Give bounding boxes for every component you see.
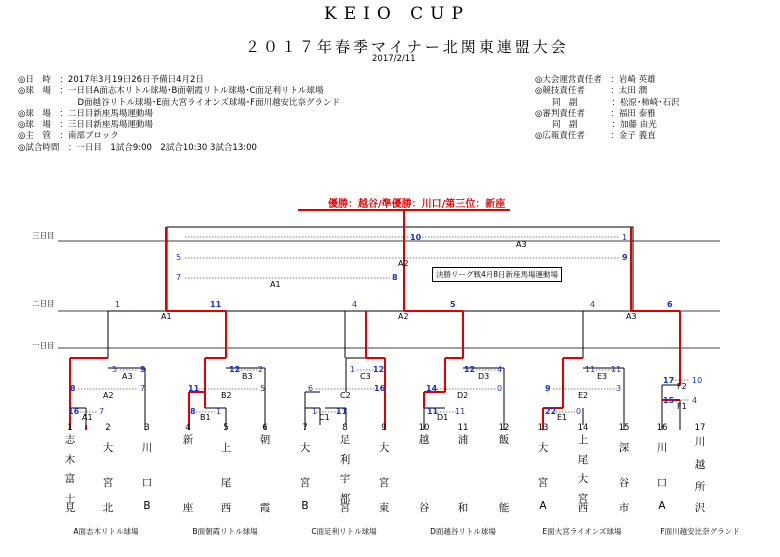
- team-name: 志木富士: [64, 434, 76, 505]
- score-a2-right: 7: [140, 384, 146, 393]
- score-b3-left: 12: [229, 365, 241, 374]
- match-b1: B1: [200, 413, 211, 422]
- score-e1-left: 22: [545, 407, 557, 416]
- team-name: 朝: [259, 434, 271, 446]
- score-e3-right: 11: [611, 365, 622, 374]
- team-number: 9: [381, 423, 387, 433]
- score-f2-right: 10: [692, 376, 703, 385]
- page-title: KEIO CUP: [324, 4, 470, 24]
- round2-match-a1: A1: [161, 312, 172, 321]
- match-d1: D1: [437, 413, 449, 422]
- match-a3: A3: [122, 372, 133, 381]
- score-r2a2-left: 4: [352, 300, 358, 309]
- match-f2: F2: [677, 382, 687, 391]
- match-b2: B2: [221, 391, 232, 400]
- team-name-last: B: [301, 500, 309, 512]
- team-number: 5: [223, 423, 229, 433]
- team-name-last: 市: [618, 502, 630, 514]
- score-fa1-right: 8: [392, 273, 398, 282]
- score-fa3-right: 1: [622, 233, 628, 242]
- team-name: 川口: [141, 442, 153, 489]
- score-c1-left: 1: [312, 407, 318, 416]
- team-name: 越: [418, 434, 430, 446]
- team-name: 大宮: [537, 442, 549, 489]
- info-director: ◎大会運営責任者 ：岩崎 英雄: [535, 75, 656, 85]
- info-match-time: ◎試合時間 ：一日目 1試合9:00 2試合10:30 3試合13:00: [18, 142, 257, 153]
- team-name-last: 沢: [694, 502, 706, 514]
- score-d2-left: 14: [426, 384, 438, 393]
- venue-d: D面越谷リトル球場: [430, 527, 496, 536]
- score-c3-left: 1: [350, 365, 356, 374]
- score-f1-right: 4: [692, 396, 698, 405]
- team-name-last: A: [658, 500, 666, 512]
- score-fa2-left: 5: [176, 253, 182, 262]
- team-number: 16: [656, 423, 668, 433]
- score-r2a1-right: 11: [210, 300, 222, 309]
- result-banner: 優勝：越谷/準優勝：川口/第三位：新座: [328, 199, 506, 210]
- venue-a: A面志木リトル球場: [73, 527, 139, 536]
- match-c1: C1: [319, 413, 330, 422]
- day-label-2: 二日目: [32, 299, 55, 308]
- team-name: 新: [182, 434, 194, 446]
- venue-c: C面足利リトル球場: [311, 527, 377, 536]
- team-name: 川越所: [694, 436, 706, 493]
- score-d3-left: 12: [464, 365, 476, 374]
- match-c2: C2: [340, 391, 351, 400]
- team-name-last: 谷: [418, 502, 430, 514]
- score-a3-right: 9: [140, 365, 146, 374]
- team-name: 大宮: [378, 442, 390, 489]
- team-name-last: 東: [378, 502, 390, 514]
- team-name-last: 西: [577, 502, 589, 514]
- team-name-last: 西: [220, 502, 232, 514]
- team-name: 足利宇都: [339, 434, 351, 505]
- score-e3-left: 11: [585, 365, 596, 374]
- score-fa1-left: 7: [176, 273, 182, 282]
- score-b3-right: 2: [258, 365, 264, 374]
- score-e2-left: 9: [545, 384, 551, 393]
- team-number: 6: [262, 423, 268, 433]
- team-name-last: 宮: [339, 502, 351, 514]
- score-c2-right: 16: [374, 384, 386, 393]
- round2-match-a3: A3: [626, 312, 637, 321]
- score-r2a2-right: 5: [450, 300, 456, 309]
- match-e1: E1: [557, 413, 568, 422]
- match-b3: B3: [242, 372, 253, 381]
- team-number: 11: [457, 423, 469, 433]
- score-d2-right: 0: [497, 384, 503, 393]
- day-label-1: 一日目: [32, 341, 55, 350]
- team-number: 13: [537, 423, 549, 433]
- final-league-note: 決勝リーグ戦4月8日新座馬場運動場: [432, 267, 562, 282]
- match-d2: D2: [457, 391, 469, 400]
- match-a2: A2: [103, 391, 114, 400]
- team-number: 15: [618, 423, 630, 433]
- score-fa3-left: 10: [410, 233, 422, 242]
- round2-match-a2: A2: [398, 312, 409, 321]
- info-date: ◎日 時 ：2017年3月19日26日予備日4月2日: [18, 75, 204, 85]
- team-name: 上尾大宮: [577, 434, 589, 505]
- final-match-a1: A1: [270, 280, 281, 289]
- page-subtitle: ２０１７年春季マイナー北関東連盟大会: [245, 38, 569, 56]
- team-number: 10: [418, 423, 430, 433]
- team-name-last: 北: [102, 502, 114, 514]
- match-e3: E3: [597, 372, 608, 381]
- match-e2: E2: [578, 391, 589, 400]
- team-name-last: 能: [498, 502, 510, 514]
- team-name: 飯: [498, 434, 510, 446]
- score-d1-right: 11: [455, 407, 466, 416]
- score-b2-left: 11: [188, 384, 200, 393]
- team-number: 14: [577, 423, 589, 433]
- score-c1-right: 11: [336, 407, 348, 416]
- final-match-a3: A3: [516, 240, 527, 249]
- score-a3-left: 5: [112, 365, 118, 374]
- team-name-last: A: [539, 500, 547, 512]
- score-b2-right: 5: [260, 384, 266, 393]
- venue-b: B面朝霞リトル球場: [192, 527, 258, 536]
- score-d1-left: 11: [427, 407, 439, 416]
- team-number: 17: [694, 423, 706, 433]
- score-b1-left: 8: [190, 407, 196, 416]
- score-r2a3-left: 4: [590, 300, 596, 309]
- info-venue-day1-cont: D面越谷リトル球場･E面大宮ライオンズ球場･F面川越安比奈グランド: [18, 97, 341, 108]
- team-number: 4: [185, 423, 191, 433]
- final-match-a2: A2: [398, 259, 409, 268]
- score-r2a1-left: 1: [115, 300, 121, 309]
- day-label-3: 三日目: [32, 231, 55, 240]
- team-name-last: 霞: [259, 502, 271, 514]
- info-umpire-deputy: 同 副 ：加藤 由光: [535, 120, 657, 131]
- score-f2-left: 17: [663, 376, 675, 385]
- score-fa2-right: 9: [622, 253, 628, 262]
- score-e1-right: 0: [576, 407, 582, 416]
- document-date: 2017/2/11: [372, 54, 416, 64]
- score-f1-left: 15: [663, 396, 675, 405]
- team-name-last: B: [143, 500, 151, 512]
- team-name: 浦: [457, 434, 469, 446]
- info-competition: ◎競技責任者 ：太田 潤: [535, 86, 648, 97]
- score-r2a3-right: 6: [667, 300, 673, 309]
- team-name-last: 和: [457, 502, 469, 514]
- score-a1-right: 7: [99, 407, 105, 416]
- venue-e: E面大宮ライオンズ球場: [542, 527, 622, 536]
- venue-f: F面川越安比奈グランド: [660, 527, 740, 536]
- team-name: 深谷: [618, 442, 630, 489]
- team-number: 8: [342, 423, 348, 433]
- match-c3: C3: [360, 372, 371, 381]
- score-a1-left: 16: [68, 407, 80, 416]
- score-c2-left: 6: [308, 384, 314, 393]
- match-a1: A1: [82, 413, 93, 422]
- info-venue-day2: ◎球 場 ：二日目新座馬場運動場: [18, 108, 153, 119]
- team-number: 12: [498, 423, 510, 433]
- info-umpire: ◎審判責任者 ：福田 泰雅: [535, 108, 656, 119]
- info-competition-deputy: 同 副 ：松原･柿崎･石沢: [535, 97, 680, 108]
- team-number: 1: [67, 423, 73, 433]
- team-name: 大宮: [102, 442, 114, 489]
- score-a2-left: 8: [70, 384, 76, 393]
- info-venue-day3: ◎球 場 ：三日目新座馬場運動場: [18, 120, 153, 131]
- score-e2-right: 3: [616, 384, 622, 393]
- team-number: 2: [105, 423, 111, 433]
- team-number: 3: [144, 423, 150, 433]
- team-name: 川口: [656, 442, 668, 489]
- score-c3-right: 12: [373, 365, 385, 374]
- team-name: 上尾: [220, 442, 232, 489]
- info-pr: ◎広報責任者 ：金子 義直: [535, 131, 656, 142]
- match-f1: F1: [677, 402, 687, 411]
- score-b1-right: 1: [216, 407, 222, 416]
- match-d3: D3: [478, 372, 490, 381]
- info-venue-day1: ◎球 場 ：一日目A面志木リトル球場･B面朝霞リトル球場･C面足利リトル球場: [18, 86, 324, 97]
- team-name-last: 見: [64, 502, 76, 514]
- team-name: 大宮: [299, 442, 311, 489]
- team-name-last: 座: [182, 502, 194, 514]
- team-number: 7: [302, 423, 308, 433]
- info-host: ◎主 管 ：南部ブロック: [18, 131, 119, 142]
- score-d3-right: 4: [497, 365, 503, 374]
